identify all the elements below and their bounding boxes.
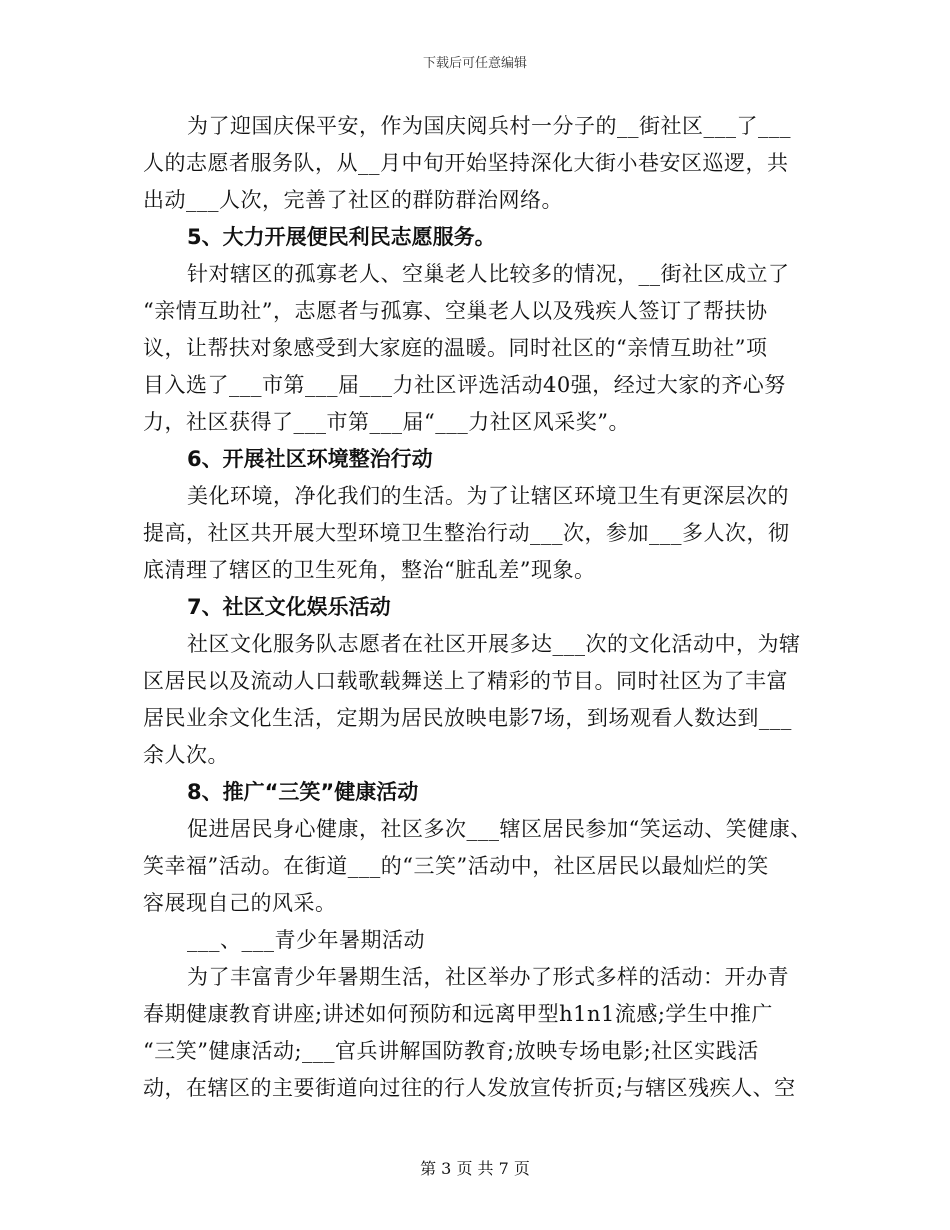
paragraph-line: “亲情互助社”，志愿者与孤寡、空巢老人以及残疾人签订了帮扶协 xyxy=(143,299,768,323)
paragraph xyxy=(143,922,807,959)
paragraph-line: 为了丰富青少年暑期生活，社区举办了形式多样的活动：开办青 xyxy=(187,965,789,989)
document-body xyxy=(143,108,812,1107)
section-heading: 7、社区文化娱乐活动 xyxy=(187,595,391,619)
paragraph-line: 美化环境，净化我们的生活。为了让辖区环境卫生有更深层次的 xyxy=(187,484,789,508)
paragraph-line: 提高，社区共开展大型环境卫生整治行动___次，参加___多人次，彻 xyxy=(143,521,790,545)
paragraph-line: 议，让帮扶对象感受到大家庭的温暖。同时社区的“亲情互助社”项 xyxy=(143,336,768,360)
paragraph xyxy=(143,256,807,441)
section-heading: 5、大力开展便民利民志愿服务。 xyxy=(187,225,496,249)
paragraph-line: 出动___人次，完善了社区的群防群治网络。 xyxy=(143,188,563,212)
section-heading: 6、开展社区环境整治行动 xyxy=(187,447,433,471)
paragraph-line: 目入选了___市第___届___力社区评选活动40强，经过大家的齐心努 xyxy=(143,373,786,397)
paragraph xyxy=(143,626,807,774)
paragraph-line: 动，在辖区的主要街道向过往的行人发放宣传折页;与辖区残疾人、空 xyxy=(143,1076,796,1100)
page-header: 下载后可任意编辑 xyxy=(422,56,527,71)
paragraph-line: 余人次。 xyxy=(143,743,229,767)
paragraph-line: 促进居民身心健康，社区多次___辖区居民参加“笑运动、笑健康、 xyxy=(187,817,812,841)
paragraph-line: 底清理了辖区的卫生死角，整治“脏乱差”现象。 xyxy=(143,558,596,582)
paragraph xyxy=(143,959,807,1107)
paragraph-line: “三笑”健康活动;___官兵讲解国防教育;放映专场电影;社区实践活 xyxy=(143,1039,759,1063)
paragraph-line: 区居民以及流动人口载歌载舞送上了精彩的节目。同时社区为了丰富 xyxy=(143,669,788,693)
paragraph-line: 为了迎国庆保平安，作为国庆阅兵村一分子的__街社区___了___ xyxy=(187,114,791,138)
paragraph xyxy=(143,478,807,589)
paragraph-line: 社区文化服务队志愿者在社区开展多达___次的文化活动中，为辖 xyxy=(187,632,801,656)
paragraph-line: 人的志愿者服务队，从__月中旬开始坚持深化大街小巷安区巡逻，共 xyxy=(143,151,789,175)
paragraph xyxy=(143,108,807,219)
paragraph-line: ___、___青少年暑期活动 xyxy=(187,928,425,952)
paragraph-line: 居民业余文化生活，定期为居民放映电影7场，到场观看人数达到___ xyxy=(143,706,792,730)
paragraph-line: 力，社区获得了___市第___届“___力社区风采奖”。 xyxy=(143,410,630,434)
section-heading: 8、推广“三笑”健康活动 xyxy=(187,780,419,804)
paragraph-line: 针对辖区的孤寡老人、空巢老人比较多的情况，__街社区成立了 xyxy=(187,262,790,286)
page-footer: 第 3 页 共 7 页 xyxy=(420,1159,530,1178)
paragraph-line: 春期健康教育讲座;讲述如何预防和远离甲型h1n1流感;学生中推广 xyxy=(143,1002,773,1026)
paragraph xyxy=(143,811,812,922)
paragraph-line: 容展现自己的风采。 xyxy=(143,891,337,915)
paragraph-line: 笑幸福”活动。在街道___的“三笑”活动中，社区居民以最灿烂的笑 xyxy=(143,854,769,878)
